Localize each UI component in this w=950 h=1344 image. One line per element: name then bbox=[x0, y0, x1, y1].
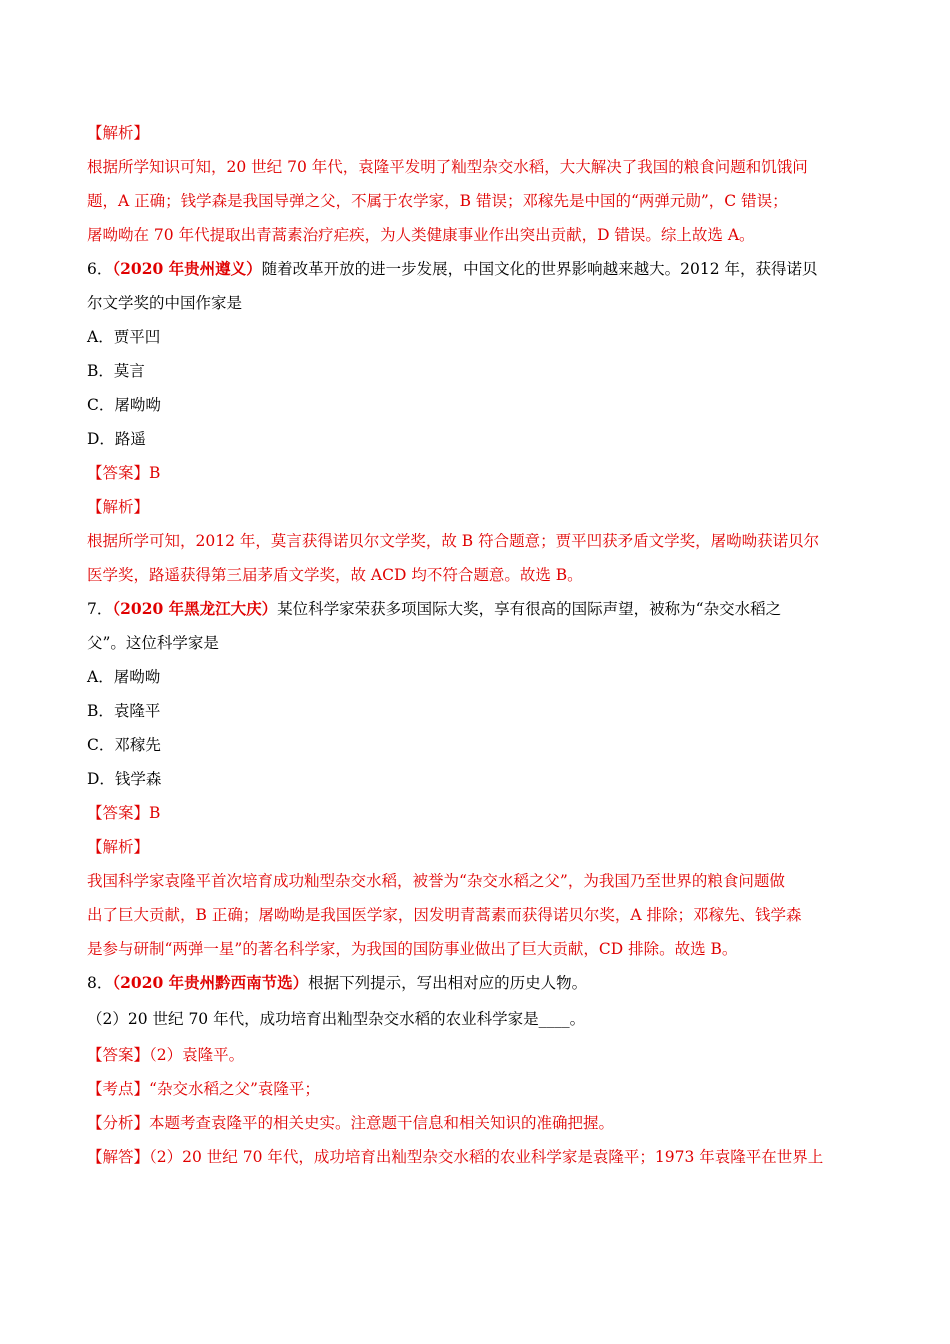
analysis-line: 出了巨大贡献，B 正确；屠呦呦是我国医学家，因发明青蒿素而获得诺贝尔奖，A 排除；邓稼先、钱学森 bbox=[87, 906, 802, 924]
option-d: D．路遥 bbox=[87, 430, 146, 448]
document-page bbox=[87, 122, 867, 1180]
analysis-line: 医学奖，路遥获得第三届茅盾文学奖，故 ACD 均不符合题意。故选 B。 bbox=[87, 566, 583, 584]
solution-value: （2）20 世纪 70 年代，成功培育出籼型杂交水稻的农业科学家是袁隆平；1973 年袁隆平在世界上 bbox=[149, 1148, 824, 1166]
analysis-line: 屠呦呦在 70 年代提取出青蒿素治疗疟疾，为人类健康事业作出突出贡献，D 错误。综上故选 A。 bbox=[87, 226, 755, 244]
analysis-line: 我国科学家袁隆平首次培育成功籼型杂交水稻，被誉为“杂交水稻之父”，为我国乃至世界的粮食问题做 bbox=[87, 872, 785, 890]
question-stem-text: 根据下列提示，写出相对应的历史人物。 bbox=[308, 974, 588, 992]
analysis-line bbox=[87, 1112, 867, 1134]
answer-label: 【答案】 bbox=[87, 1046, 150, 1064]
option-a: A．贾平凹 bbox=[87, 328, 161, 346]
answer-value: （2）袁隆平。 bbox=[149, 1046, 245, 1064]
analysis-label: 【分析】 bbox=[87, 1114, 150, 1132]
answer-line bbox=[87, 462, 867, 484]
point-value: “杂交水稻之父”袁隆平； bbox=[149, 1080, 320, 1098]
analysis-line: 根据所学可知，2012 年，莫言获得诺贝尔文学奖，故 B 符合题意；贾平凹获矛盾文学奖，屠呦呦获诺贝尔 bbox=[87, 532, 820, 550]
solution-line bbox=[87, 1146, 867, 1168]
answer-value: B bbox=[149, 464, 161, 482]
question-number: 7． bbox=[87, 600, 113, 618]
option-c: C．屠呦呦 bbox=[87, 396, 161, 414]
answer-value: B bbox=[149, 804, 161, 822]
solution-label: 【解答】 bbox=[87, 1148, 150, 1166]
question-source: （2020 年贵州黔西南节选） bbox=[112, 973, 309, 992]
answer-line bbox=[87, 1044, 867, 1066]
answer-label: 【答案】 bbox=[87, 804, 150, 822]
question-source: （2020 年贵州遵义） bbox=[112, 259, 262, 278]
analysis-value: 本题考查袁隆平的相关史实。注意题干信息和相关知识的准确把握。 bbox=[149, 1114, 615, 1132]
question-6-stem bbox=[87, 258, 867, 280]
question-number: 6． bbox=[87, 260, 113, 278]
sub-question: （2）20 世纪 70 年代，成功培育出籼型杂交水稻的农业科学家是____。 bbox=[87, 1010, 586, 1028]
option-b: B．袁隆平 bbox=[87, 702, 161, 720]
option-a: A．屠呦呦 bbox=[87, 668, 161, 686]
option-b: B．莫言 bbox=[87, 362, 145, 380]
option-d: D．钱学森 bbox=[87, 770, 162, 788]
question-stem-text: 某位科学家荣获多项国际大奖，享有很高的国际声望，被称为“杂交水稻之 bbox=[277, 600, 782, 618]
option-c: C．邓稼先 bbox=[87, 736, 161, 754]
point-label: 【考点】 bbox=[87, 1080, 150, 1098]
analysis-line: 是参与研制“两弹一星”的著名科学家，为我国的国防事业做出了巨大贡献，CD 排除。故选 B。 bbox=[87, 940, 738, 958]
question-stem-continuation: 尔文学奖的中国作家是 bbox=[87, 294, 243, 312]
question-number: 8． bbox=[87, 974, 113, 992]
question-source: （2020 年黑龙江大庆） bbox=[112, 599, 278, 618]
point-line bbox=[87, 1078, 867, 1100]
answer-label: 【答案】 bbox=[87, 464, 150, 482]
question-stem-continuation: 父”。这位科学家是 bbox=[87, 634, 219, 652]
analysis-line: 根据所学知识可知，20 世纪 70 年代，袁隆平发明了籼型杂交水稻，大大解决了我国的粮食问题和饥饿问 bbox=[87, 158, 808, 176]
question-stem-text: 随着改革开放的进一步发展，中国文化的世界影响越来越大。2012 年，获得诺贝 bbox=[261, 260, 818, 278]
answer-line bbox=[87, 802, 867, 824]
question-7-stem bbox=[87, 598, 867, 620]
analysis-line: 题，A 正确；钱学森是我国导弹之父，不属于农学家，B 错误；邓稼先是中国的“两弹元勋”，C 错误； bbox=[87, 192, 788, 210]
analysis-label: 【解析】 bbox=[87, 838, 150, 856]
analysis-label: 【解析】 bbox=[87, 498, 150, 516]
question-8-stem bbox=[87, 972, 867, 994]
analysis-label: 【解析】 bbox=[87, 124, 150, 142]
